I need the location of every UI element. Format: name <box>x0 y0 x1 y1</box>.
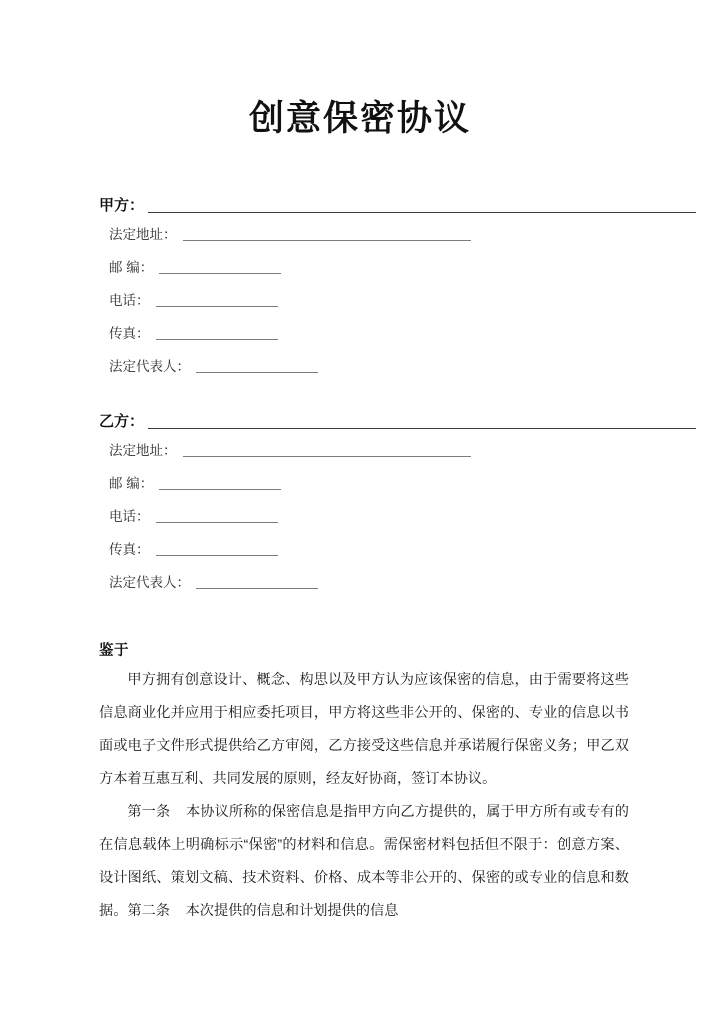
party-a-field-postcode <box>109 253 699 277</box>
party-a-heading <box>99 188 699 216</box>
party-a-field-legal-representative <box>109 352 699 376</box>
field-label: 电话： <box>109 293 150 308</box>
field-label: 传真： <box>109 326 150 341</box>
field-label: 邮 编： <box>109 260 154 275</box>
party-b-field-fax <box>109 535 699 559</box>
field-fill-line[interactable] <box>183 456 471 457</box>
field-fill-line[interactable] <box>156 306 278 307</box>
party-a-field-fax <box>109 319 699 343</box>
field-label: 法定代表人： <box>109 575 190 590</box>
clause-2-number: 第二条 <box>127 903 170 919</box>
party-b-field-phone <box>109 502 699 526</box>
clause-1-number: 第一条 <box>127 804 171 820</box>
party-a-field-legal-address <box>109 220 699 244</box>
field-fill-line[interactable] <box>159 489 281 490</box>
field-label: 电话： <box>109 509 150 524</box>
party-b-fill-line[interactable] <box>148 428 696 429</box>
field-label: 法定代表人： <box>109 359 190 374</box>
field-fill-line[interactable] <box>156 339 278 340</box>
party-a-field-phone <box>109 286 699 310</box>
party-a-label: 甲方： <box>99 197 145 214</box>
field-fill-line[interactable] <box>156 522 278 523</box>
field-label: 传真： <box>109 542 150 557</box>
field-label: 邮 编： <box>109 476 154 491</box>
field-fill-line[interactable] <box>156 555 278 556</box>
party-b-field-legal-representative <box>109 568 699 592</box>
field-fill-line[interactable] <box>196 372 318 373</box>
party-a-section <box>99 188 699 385</box>
field-fill-line[interactable] <box>183 240 471 241</box>
field-label: 法定地址： <box>109 443 177 458</box>
clause-2 <box>99 895 629 928</box>
recitals-paragraph: 甲方拥有创意设计、概念、构思以及甲方认为应该保密的信息，由于需要将这些信息商业化并应用于相应委托项目，甲方将这些非公开的、保密的、专业的信息以书面或电子文件形式提供给乙方审阅，乙方接受这些信息并承诺履行保密义务；甲乙双方本着互惠互利、共同发展的原则，经友好协商，签订本协议。 <box>99 672 629 787</box>
party-b-label: 乙方： <box>99 413 145 430</box>
party-b-heading <box>99 404 699 432</box>
clause-2-text: 本次提供的信息和计划提供的信息 <box>185 903 399 919</box>
recitals-heading: 鉴于 <box>99 643 129 659</box>
field-fill-line[interactable] <box>159 273 281 274</box>
party-b-section <box>99 404 699 601</box>
field-label: 法定地址： <box>109 227 177 242</box>
party-b-field-legal-address <box>109 436 699 460</box>
page-title: 创意保密协议 <box>248 99 471 138</box>
clause-1-text: 本协议所称的保密信息是指甲方向乙方提供的，属于甲方所有或专有的在信息载体上明确标示“保密”的材料和信息。需保密材料包括但不限于：创意方案、设计图纸、策划文稿、技术资料、价格、成本等非公开的、保密的或专业的信息和数据。 <box>99 804 629 919</box>
party-b-field-postcode <box>109 469 699 493</box>
party-a-fill-line[interactable] <box>148 212 696 213</box>
field-fill-line[interactable] <box>196 588 318 589</box>
